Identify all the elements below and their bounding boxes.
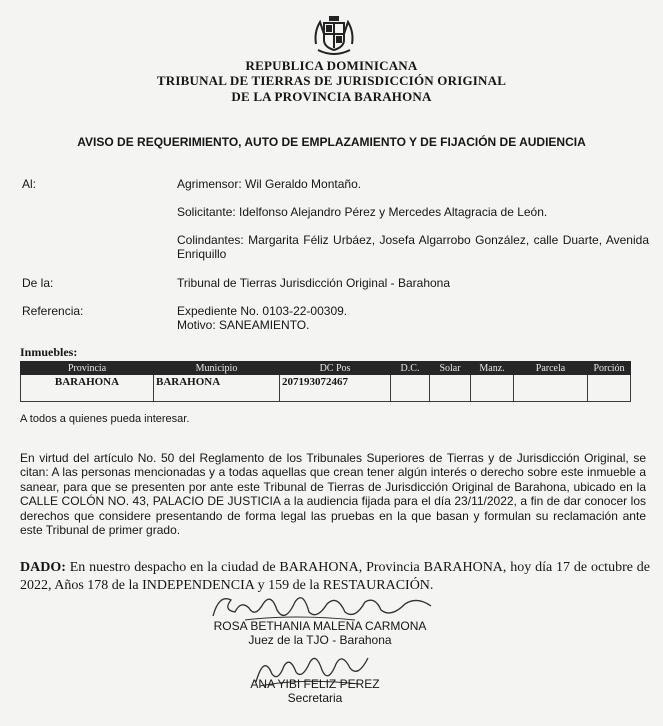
col-solar: Solar — [430, 362, 471, 375]
header-republica: REPUBLICA DOMINICANA — [245, 58, 418, 73]
solicitante: Solicitante: Idelfonso Alejandro Pérez y Mercedes Altagracia de León. — [177, 205, 548, 219]
table-header-row — [21, 362, 631, 375]
todos-text: A todos a quienes pueda interesar. — [20, 413, 190, 425]
label-al: Al: — [22, 177, 37, 191]
header-provincia: DE LA PROVINCIA BARAHONA — [231, 89, 432, 104]
col-manz: Manz. — [471, 362, 514, 375]
cell-provincia: BARAHONA — [21, 375, 154, 402]
cell-municipio: BARAHONA — [154, 375, 280, 402]
signature-block-juez — [185, 619, 455, 647]
col-dc: D.C. — [391, 362, 430, 375]
de-la-value: Tribunal de Tierras Jurisdicción Original - Barahona — [177, 276, 451, 290]
header-tribunal: TRIBUNAL DE TIERRAS DE JURISDICCIÓN ORIGINAL — [156, 73, 507, 88]
cell-manz — [471, 375, 514, 402]
table-row — [21, 375, 631, 402]
cell-solar — [430, 375, 471, 402]
col-dc-pos: DC Pos — [280, 362, 391, 375]
dado-paragraph — [20, 559, 650, 595]
label-referencia: Referencia: — [22, 304, 84, 318]
col-porcion: Porción — [588, 362, 631, 375]
col-provincia: Provincia — [21, 362, 154, 375]
colindantes: Colindantes: Margarita Féliz Urbáez, Josefa Algarrobo González, calle Duarte, Avenida Enriquillo — [177, 233, 649, 261]
expediente: Expediente No. 0103-22-00309. — [177, 304, 348, 318]
signature-block-secretaria — [190, 677, 440, 705]
juez-cargo: Juez de la TJO - Barahona — [248, 633, 392, 647]
cell-dc — [391, 375, 430, 402]
juez-name: ROSA BETHANIA MALENA CARMONA — [213, 619, 427, 633]
dado-text: En nuestro despacho en la ciudad de BARAHONA, Provincia BARAHONA, hoy día 17 de octubre de 2022, Años 178 de la INDEPENDENCIA y 159 de la RESTAURACIÓN. — [20, 560, 651, 593]
col-municipio: Municipio — [154, 362, 280, 375]
dado-label: DADO: — [20, 560, 66, 575]
motivo: Motivo: SANEAMIENTO. — [177, 318, 310, 332]
cell-parcela — [514, 375, 588, 402]
cell-porcion — [588, 375, 631, 402]
inmuebles-table — [20, 361, 631, 402]
col-parcela: Parcela — [514, 362, 588, 375]
secretaria-cargo: Secretaria — [287, 691, 343, 705]
document-title: AVISO DE REQUERIMIENTO, AUTO DE EMPLAZAMIENTO Y DE FIJACIÓN DE AUDIENCIA — [77, 135, 586, 149]
cell-dc-pos: 207193072467 — [280, 375, 391, 402]
inmuebles-label: Inmuebles: — [20, 345, 78, 359]
label-de-la: De la: — [22, 276, 54, 290]
coat-of-arms-icon — [312, 14, 356, 56]
secretaria-name: ANA YIBI FELIZ PEREZ — [250, 677, 380, 691]
agrimensor: Agrimensor: Wil Geraldo Montaño. — [177, 177, 362, 191]
body-paragraph: En virtud del artículo No. 50 del Reglamento de los Tribunales Superiores de Tierras y de Jurisdicción Original, se citan: A las personas mencionadas y a todas aquellas que crean tener algún interés o derecho sobre este inmueble a sanear, para que se presenten por ante este Tribunal de Tierras de Jurisdicción Original de Barahona, ubicado en la CALLE COLÓN NO. 43, PALACIO DE JUSTICIA a la audiencia fijada para el día 23/11/2022, a fin de dar conocer los derechos que considere presentando de forma legal las pruebas en la que basan y formulan su reclamación ante este Tribunal de primer grado. — [20, 451, 646, 538]
